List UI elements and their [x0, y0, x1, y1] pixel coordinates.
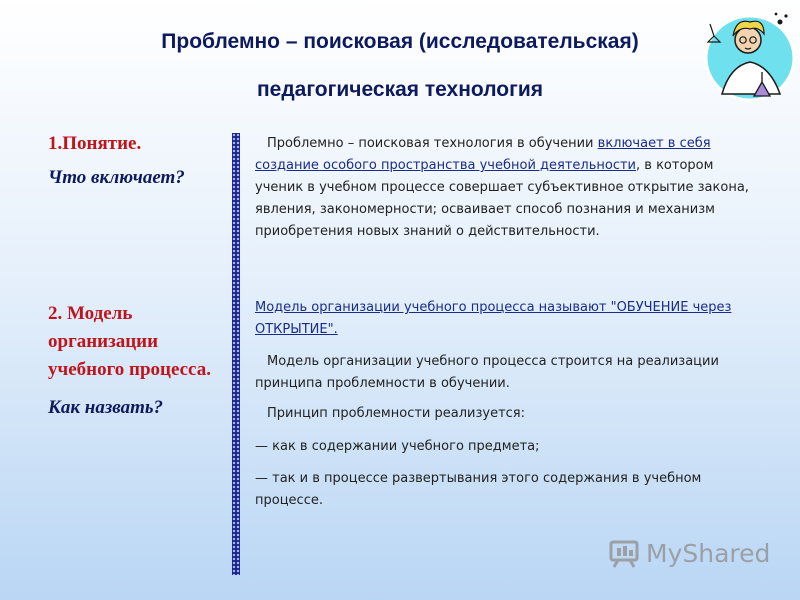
myshared-logo-icon — [608, 537, 640, 569]
principle-item-process: — так и в процессе развертывания этого содержания в учебном процессе. — [255, 471, 702, 508]
vertical-divider — [232, 133, 240, 575]
page-title-line-2: педагогическая технология — [256, 78, 544, 101]
section-concept — [48, 133, 185, 189]
model-description: Модель организации учебного процесса строится на реализации принципа проблемности в обучении. — [255, 354, 719, 391]
model-question: Как назвать? — [48, 397, 164, 418]
principle-heading: Принцип проблемности реализуется: — [267, 406, 525, 421]
model-heading: 2. Модель организации учебного процесса. — [48, 303, 211, 380]
myshared-watermark — [608, 537, 770, 569]
page-title-line-1: Проблемно – поисковая (исследовательская) — [161, 30, 639, 53]
concept-question: Что включает? — [48, 167, 185, 188]
principle-item-content: — как в содержании учебного предмета; — [255, 439, 540, 454]
concept-link[interactable]: включает в себя создание особого пространства учебной деятельности — [255, 136, 711, 173]
section-model — [48, 300, 218, 422]
watermark-text: MyShared — [646, 538, 771, 568]
model-name-link[interactable]: Модель организации учебного процесса называют "ОБУЧЕНИЕ через ОТКРЫТИЕ". — [255, 300, 732, 337]
concept-rest-text: , в котором ученик в учебном процессе совершает субъективное открытие закона, явления, закономерности; осваивает способ познания и механизм приобретения новых знаний о действительности. — [255, 158, 749, 239]
concept-lead-text: Проблемно – поисковая технология в обучении — [267, 136, 594, 151]
concept-heading: 1.Понятие. — [48, 133, 142, 154]
scientist-clipart-icon — [700, 2, 796, 104]
concept-paragraph — [255, 133, 750, 243]
